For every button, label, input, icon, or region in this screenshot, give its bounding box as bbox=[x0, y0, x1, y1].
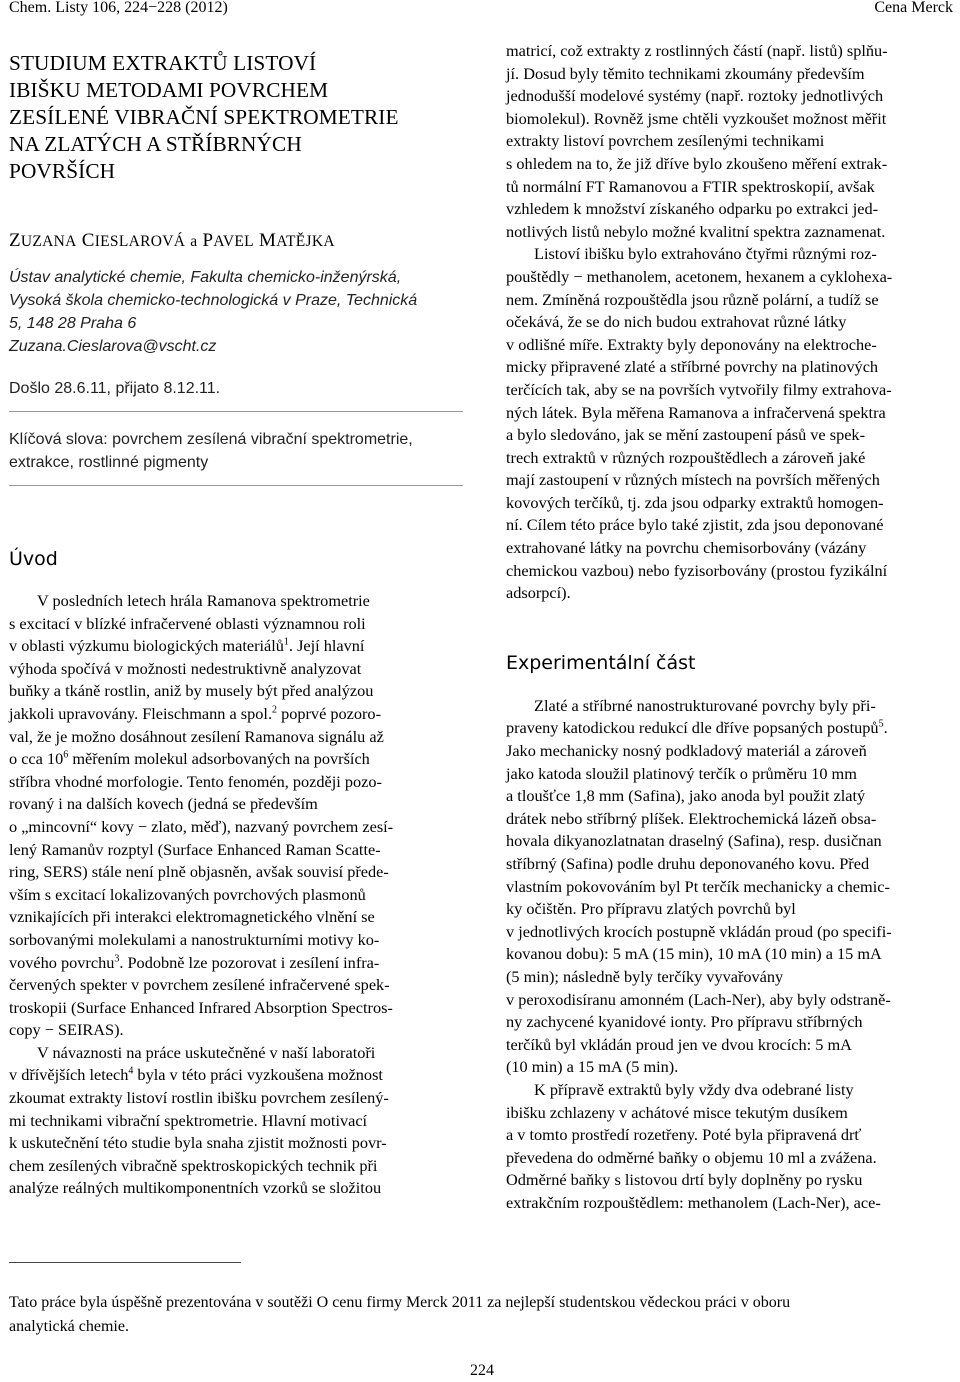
right-column bbox=[506, 40, 958, 1215]
right-paragraph-1: matricí, což extrakty z rostlinných částí (např. listů) splňu- jí. Dosud byly těmito technikami zkoumány především jednodušší modelové systémy (např. roztoky jednotlivých biomolekul). Rovněž jsme chtěli vyzkoušet možnost měřit extrakty listoví povrchem zesílenými technikami s ohledem na to, že již dříve bylo zkoušeno měření extrak- tů normální FT Ramanovou a FTIR spektroskopií, avšak vzhledem k množství získaného odparku po extrakci jed- notlivých listů nebylo možné kvalitní spektra zaznamenat. bbox=[506, 41, 888, 241]
keywords: Klíčová slova: povrchem zesílená vibrační spektrometrie, extrakce, rostlinné pigmenty bbox=[9, 431, 413, 471]
page-number: 224 bbox=[470, 1362, 494, 1379]
footnote-rule bbox=[9, 1262, 241, 1263]
divider bbox=[9, 411, 463, 412]
section-heading-intro: Úvod bbox=[9, 548, 58, 570]
title-line: NA ZLATÝCH A STŘÍBRNÝCH bbox=[9, 132, 302, 156]
title-line: ZESÍLENÉ VIBRAČNÍ SPEKTROMETRIE bbox=[9, 105, 399, 129]
affiliation: Ústav analytické chemie, Fakulta chemicko-inženýrská, Vysoká škola chemicko-technologická v Praze, Technická 5, 148 28 Praha 6 Zuzana.Cieslarova@vscht.cz bbox=[9, 269, 418, 355]
title-line: STUDIUM EXTRAKTŮ LISTOVÍ bbox=[9, 51, 317, 75]
footnote: Tato práce byla úspěšně prezentována v soutěži O cenu firmy Merck 2011 za nejlepší studentskou vědeckou práci v oboru analytická chemie. bbox=[9, 1294, 791, 1335]
divider bbox=[9, 485, 463, 486]
experimental-paragraph-1: Zlaté a stříbrné nanostrukturované povrchy byly při- praveny katodickou redukcí dle dříve popsaných postupů$^5$. Jako mechanicky nosný podkladový materiál a zároveň jako katoda sloužil platinový terčík o průměru 10 mm a tloušťce 1,8 mm (Safina), jako anoda byl použit zlatý drátek nebo stříbrný plíšek. Elektrochemická lázeň obsa- hovala dikyanozlatnatan draselný (Safina), resp. dusičnan stříbrný (Safina) podle druhu deponovaného kovu. Před vlastním pokovováním byl Pt terčík mechanicky a chemic- ky očištěn. Pro přípravu zlatých povrchů byl v jednotlivých krocích postupně vkládán proud (po specifi- kovanou dobu): 5 mA (15 min), 10 mA (10 min) a 15 mA (5 min); následně byly terčíky vyvařovány v peroxodisíranu amonném (Lach-Ner), aby byly odstraně- ny zachycené kyanidové ionty. Pro přípravu stříbrných terčíků byl vkládán proud jen ve dvou krocích: 5 mA (10 min) a 15 mA (5 min). bbox=[506, 695, 892, 1077]
title-line: IBIŠKU METODAMI POVRCHEM bbox=[9, 78, 329, 102]
section-header: Cena Merck bbox=[874, 0, 953, 16]
intro-paragraph-2: V návaznosti na práce uskutečněné v naší laboratoři v dřívějších letech$^4$ byla v této práci vyzkoušena možnost zkoumat extrakty listoví rostlin ibišku povrchem zesílený- mi technikami vibrační spektrometrie. Hlavní motivací k uskutečnění této studie byla snaha zjistit možnosti povr- chem zesílených vibračně spektroskopických technik při analýze reálných multikomponentních vzorků se složitou bbox=[9, 1042, 389, 1198]
intro-paragraph-1: V posledních letech hrála Ramanova spektrometrie s excitací v blízké infračervené oblasti významnou roli v oblasti výzkumu biologických materiálů$^1$. Její hlavní výhoda spočívá v možnosti nedestruktivně analyzovat buňky a tkáně rostlin, aniž by musely být před analýzou jakkoli upravovány. Fleischmann a spol.$^2$ poprvé pozoro- val, že je možno dosáhnout zesílení Ramanova signálu až o cca $10^6$ měřením molekul adsorbovaných na površích stříbra vhodné morfologie. Tento fenomén, později pozo- rovaný i na dalších kovech (jedná se především o „mincovní“ kovy − zlato, měď), nazvaný povrchem zesí- lený Ramanův rozptyl (Surface Enhanced Raman Scatte- ring, SERS) stále není plně objasněn, avšak souvisí přede- vším s excitací lokalizovaných povrchových plasmonů vznikajících při interakci elektromagnetického vlnění se sorbovanými molekulami a nanostrukturními motivy ko- vového povrchu$^3$. Podobně lze pozorovat i zesílení infra- červených spekter v povrchem zesílené infračervené spek- troskopii (Surface Enhanced Infrared Absorption Spectros- copy − SEIRAS). bbox=[9, 591, 394, 1040]
section-heading-experimental: Experimentální část bbox=[506, 651, 696, 674]
article-title bbox=[9, 50, 463, 185]
right-paragraph-2: Listoví ibišku bylo extrahováno čtyřmi různými roz- pouštědly − methanolem, acetonem, hexanem a cyklohexa- nem. Zmíněná rozpouštědla jsou různě polární, a tudíž se očekává, že se do nich budou extrahovat různé látky v odlišné míře. Extrakty byly deponovány na elektroche- micky připravené zlaté a stříbrné povrchy na platinových terčících tak, aby se na površích vytvořily filmy extrahova- ných látek. Byla měřena Ramanova a infračervená spektra a bylo sledováno, jak se mění zastoupení pásů ve spek- trech extraktů v různých rozpouštědlech a zároveň jaké mají zastoupení v různých místech na površích měřených kovových terčíků, tj. zda jsou odparky extraktů homogen- ní. Cílem této práce bylo také zjistit, zda jsou deponované extrahované látky na povrchu chemisorbovány (vázány chemickou vazbou) nebo fyzisorbovány (prostou fyzikální adsorpcí). bbox=[506, 244, 893, 603]
journal-header: Chem. Listy 106, 224−228 (2012) bbox=[9, 0, 228, 16]
author-email[interactable]: Zuzana.Cieslarova@vscht.cz bbox=[9, 338, 217, 355]
title-line: POVRŠÍCH bbox=[9, 159, 116, 183]
left-column bbox=[9, 40, 463, 1200]
received-date: Došlo 28.6.11, přijato 8.12.11. bbox=[9, 380, 221, 397]
authors: ZUZANA CIESLAROVÁ a PAVEL MATĚJKA bbox=[9, 230, 335, 251]
experimental-paragraph-2: K přípravě extraktů byly vždy dva odebrané listy ibišku zchlazeny v achátové misce tekutým dusíkem a v tomto prostředí rozetřeny. Poté byla připravená drť převedena do odměrné baňky o objemu 10 ml a zvážena. Odměrné baňky s listovou drtí byly doplněny po rysku extrakčním rozpouštědlem: methanolem (Lach-Ner), ace- bbox=[506, 1079, 881, 1212]
